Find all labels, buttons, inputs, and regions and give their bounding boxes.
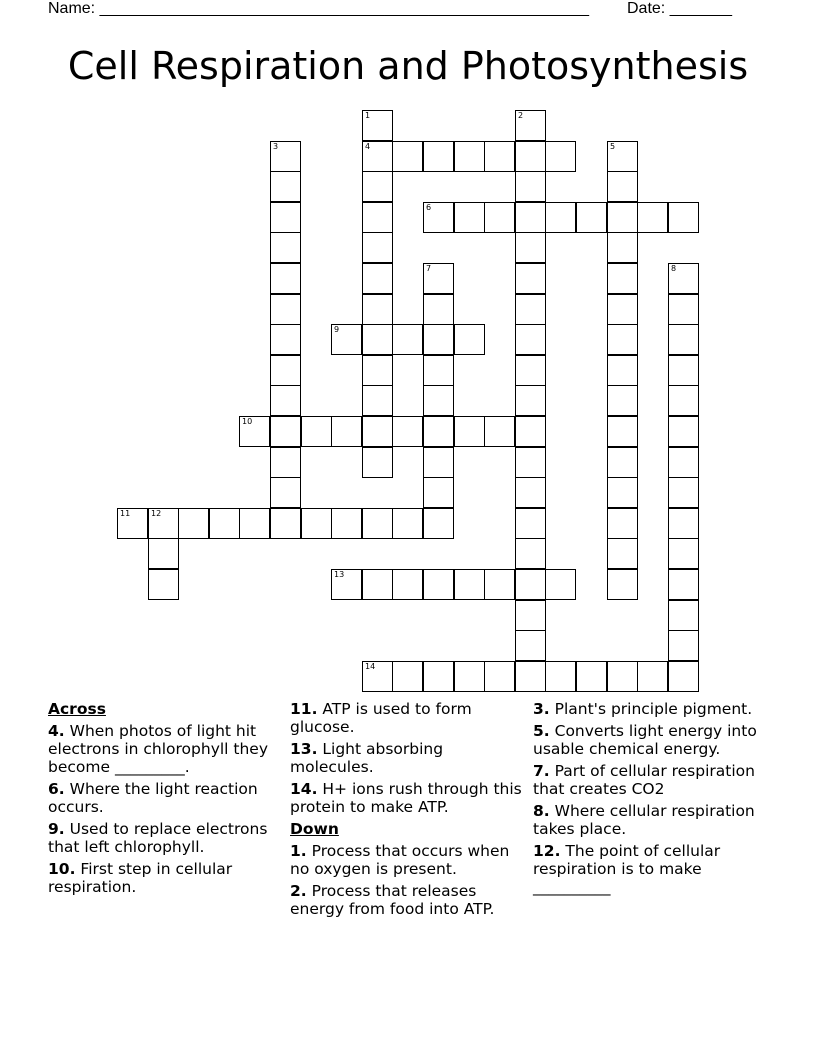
grid-cell[interactable] bbox=[515, 324, 546, 355]
grid-cell[interactable] bbox=[668, 385, 699, 416]
clue-down-1: 1. Process that occurs when no oxygen is present. bbox=[290, 842, 510, 878]
clue-down-8: 8. Where cellular respiration takes place. bbox=[533, 802, 755, 838]
grid-cell[interactable] bbox=[423, 569, 454, 600]
grid-cell[interactable] bbox=[454, 202, 485, 233]
clue-across-13: 13. Light absorbing molecules. bbox=[290, 740, 444, 776]
grid-cell[interactable] bbox=[576, 661, 607, 692]
grid-cell[interactable] bbox=[484, 569, 515, 600]
grid-cell[interactable] bbox=[668, 202, 699, 233]
grid-cell[interactable] bbox=[362, 294, 393, 325]
grid-cell[interactable] bbox=[607, 232, 638, 263]
grid-cell[interactable] bbox=[515, 294, 546, 325]
grid-cell[interactable] bbox=[607, 508, 638, 539]
clues-column-3 bbox=[533, 700, 773, 900]
grid-cell[interactable] bbox=[454, 569, 485, 600]
grid-cell[interactable] bbox=[668, 355, 699, 386]
grid-cell[interactable] bbox=[362, 110, 393, 141]
grid-cell[interactable] bbox=[270, 294, 301, 325]
date-field[interactable]: Date: _______ bbox=[627, 0, 732, 17]
clues-column-1 bbox=[48, 700, 280, 900]
grid-cell[interactable] bbox=[423, 294, 454, 325]
clue-number: 10 bbox=[242, 417, 253, 426]
clue-number: 3 bbox=[273, 142, 279, 151]
clue-number: 6 bbox=[426, 203, 432, 212]
grid-cell[interactable] bbox=[301, 508, 332, 539]
grid-cell[interactable] bbox=[270, 447, 301, 478]
grid-cell[interactable] bbox=[362, 355, 393, 386]
clue-across-11: 11. ATP is used to form glucose. bbox=[290, 700, 472, 736]
grid-cell[interactable] bbox=[484, 416, 515, 447]
grid-cell[interactable] bbox=[270, 232, 301, 263]
grid-cell[interactable] bbox=[484, 202, 515, 233]
grid-cell[interactable] bbox=[637, 661, 668, 692]
grid-cell[interactable] bbox=[607, 171, 638, 202]
grid-cell[interactable] bbox=[607, 263, 638, 294]
grid-cell[interactable] bbox=[148, 508, 179, 539]
clue-across-14: 14. H+ ions rush through this protein to make ATP. bbox=[290, 780, 522, 816]
clues-column-2 bbox=[290, 700, 526, 922]
clue-number: 4 bbox=[365, 142, 371, 151]
grid-cell[interactable] bbox=[423, 141, 454, 172]
grid-cell[interactable] bbox=[515, 630, 546, 661]
grid-cell[interactable] bbox=[454, 141, 485, 172]
grid-cell[interactable] bbox=[331, 569, 362, 600]
clue-number: 7 bbox=[426, 264, 432, 273]
grid-cell[interactable] bbox=[607, 447, 638, 478]
grid-cell[interactable] bbox=[668, 630, 699, 661]
clue-across-6: 6. Where the light reaction occurs. bbox=[48, 780, 258, 816]
grid-cell[interactable] bbox=[515, 508, 546, 539]
page-title: Cell Respiration and Photosynthesis bbox=[67, 44, 749, 88]
grid-cell[interactable] bbox=[515, 569, 546, 600]
grid-cell[interactable] bbox=[423, 661, 454, 692]
grid-cell[interactable] bbox=[301, 416, 332, 447]
grid-cell[interactable] bbox=[362, 569, 393, 600]
grid-cell[interactable] bbox=[668, 416, 699, 447]
grid-cell[interactable] bbox=[362, 324, 393, 355]
grid-cell[interactable] bbox=[392, 324, 423, 355]
grid-cell[interactable] bbox=[270, 477, 301, 508]
grid-cell[interactable] bbox=[607, 202, 638, 233]
grid-cell[interactable] bbox=[423, 477, 454, 508]
clue-number: 1 bbox=[365, 111, 371, 120]
grid-cell[interactable] bbox=[270, 385, 301, 416]
grid-cell[interactable] bbox=[607, 661, 638, 692]
across-heading: Across bbox=[48, 700, 106, 718]
grid-cell[interactable] bbox=[515, 661, 546, 692]
grid-cell[interactable] bbox=[423, 355, 454, 386]
grid-cell[interactable] bbox=[270, 171, 301, 202]
grid-cell[interactable] bbox=[545, 141, 576, 172]
clue-down-12: 12. The point of cellular respiration is to make __________ bbox=[533, 842, 721, 896]
grid-cell[interactable] bbox=[668, 263, 699, 294]
down-heading: Down bbox=[290, 820, 339, 838]
grid-cell[interactable] bbox=[362, 508, 393, 539]
grid-cell[interactable] bbox=[668, 508, 699, 539]
clue-across-4: 4. When photos of light hit electrons in chlorophyll they become _________. bbox=[48, 722, 269, 776]
grid-cell[interactable] bbox=[362, 232, 393, 263]
grid-cell[interactable] bbox=[362, 416, 393, 447]
grid-cell[interactable] bbox=[607, 416, 638, 447]
grid-cell[interactable] bbox=[423, 447, 454, 478]
grid-cell[interactable] bbox=[148, 569, 179, 600]
grid-cell[interactable] bbox=[515, 600, 546, 631]
grid-cell[interactable] bbox=[515, 447, 546, 478]
grid-cell[interactable] bbox=[423, 202, 454, 233]
grid-cell[interactable] bbox=[668, 661, 699, 692]
grid-cell[interactable] bbox=[423, 508, 454, 539]
grid-cell[interactable] bbox=[515, 110, 546, 141]
grid-cell[interactable] bbox=[423, 416, 454, 447]
grid-cell[interactable] bbox=[392, 508, 423, 539]
grid-cell[interactable] bbox=[362, 447, 393, 478]
grid-cell[interactable] bbox=[515, 232, 546, 263]
grid-cell[interactable] bbox=[545, 569, 576, 600]
grid-cell[interactable] bbox=[148, 538, 179, 569]
grid-cell[interactable] bbox=[484, 661, 515, 692]
grid-cell[interactable] bbox=[270, 416, 301, 447]
grid-cell[interactable] bbox=[362, 202, 393, 233]
grid-cell[interactable] bbox=[362, 141, 393, 172]
grid-cell[interactable] bbox=[668, 447, 699, 478]
clue-number: 11 bbox=[120, 509, 131, 518]
grid-cell[interactable] bbox=[668, 294, 699, 325]
grid-cell[interactable] bbox=[454, 661, 485, 692]
clue-number: 2 bbox=[518, 111, 524, 120]
grid-cell[interactable] bbox=[362, 661, 393, 692]
grid-cell[interactable] bbox=[392, 416, 423, 447]
clue-down-7: 7. Part of cellular respiration that creates CO2 bbox=[533, 762, 755, 798]
grid-cell[interactable] bbox=[607, 294, 638, 325]
grid-cell[interactable] bbox=[454, 416, 485, 447]
grid-cell[interactable] bbox=[239, 416, 270, 447]
grid-cell[interactable] bbox=[545, 661, 576, 692]
grid-cell[interactable] bbox=[392, 569, 423, 600]
grid-cell[interactable] bbox=[362, 171, 393, 202]
clue-down-5: 5. Converts light energy into usable chemical energy. bbox=[533, 722, 757, 758]
grid-cell[interactable] bbox=[331, 324, 362, 355]
grid-cell[interactable] bbox=[668, 538, 699, 569]
grid-cell[interactable] bbox=[607, 141, 638, 172]
grid-cell[interactable] bbox=[239, 508, 270, 539]
grid-cell[interactable] bbox=[576, 202, 607, 233]
grid-cell[interactable] bbox=[270, 355, 301, 386]
grid-cell[interactable] bbox=[423, 385, 454, 416]
grid-cell[interactable] bbox=[607, 477, 638, 508]
grid-cell[interactable] bbox=[423, 263, 454, 294]
grid-cell[interactable] bbox=[515, 416, 546, 447]
grid-cell[interactable] bbox=[392, 661, 423, 692]
name-field[interactable]: Name: _______________________________________________________ bbox=[48, 0, 589, 17]
grid-cell[interactable] bbox=[209, 508, 240, 539]
grid-cell[interactable] bbox=[637, 202, 668, 233]
grid-cell[interactable] bbox=[607, 569, 638, 600]
grid-cell[interactable] bbox=[515, 141, 546, 172]
grid-cell[interactable] bbox=[454, 324, 485, 355]
grid-cell[interactable] bbox=[178, 508, 209, 539]
grid-cell[interactable] bbox=[607, 385, 638, 416]
clue-number: 9 bbox=[334, 325, 340, 334]
grid-cell[interactable] bbox=[515, 355, 546, 386]
grid-cell[interactable] bbox=[423, 324, 454, 355]
grid-cell[interactable] bbox=[515, 538, 546, 569]
grid-cell[interactable] bbox=[270, 263, 301, 294]
grid-cell[interactable] bbox=[668, 477, 699, 508]
clue-down-2: 2. Process that releases energy from food into ATP. bbox=[290, 882, 495, 918]
grid-cell[interactable] bbox=[362, 385, 393, 416]
grid-cell[interactable] bbox=[484, 141, 515, 172]
grid-cell[interactable] bbox=[331, 416, 362, 447]
grid-cell[interactable] bbox=[270, 141, 301, 172]
grid-cell[interactable] bbox=[117, 508, 148, 539]
grid-cell[interactable] bbox=[270, 202, 301, 233]
grid-cell[interactable] bbox=[607, 538, 638, 569]
grid-cell[interactable] bbox=[515, 263, 546, 294]
clue-number: 13 bbox=[334, 570, 345, 579]
grid-cell[interactable] bbox=[545, 202, 576, 233]
clue-number: 14 bbox=[365, 662, 376, 671]
clue-number: 12 bbox=[151, 509, 162, 518]
grid-cell[interactable] bbox=[668, 569, 699, 600]
grid-cell[interactable] bbox=[392, 141, 423, 172]
grid-cell[interactable] bbox=[668, 600, 699, 631]
grid-cell[interactable] bbox=[515, 477, 546, 508]
clue-across-10: 10. First step in cellular respiration. bbox=[48, 860, 233, 896]
grid-cell[interactable] bbox=[607, 355, 638, 386]
grid-cell[interactable] bbox=[607, 324, 638, 355]
clue-across-9: 9. Used to replace electrons that left chlorophyll. bbox=[48, 820, 268, 856]
clue-number: 8 bbox=[671, 264, 677, 273]
grid-cell[interactable] bbox=[362, 263, 393, 294]
grid-cell[interactable] bbox=[270, 508, 301, 539]
grid-cell[interactable] bbox=[668, 324, 699, 355]
grid-cell[interactable] bbox=[331, 508, 362, 539]
grid-cell[interactable] bbox=[515, 385, 546, 416]
grid-cell[interactable] bbox=[515, 202, 546, 233]
grid-cell[interactable] bbox=[515, 171, 546, 202]
grid-cell[interactable] bbox=[270, 324, 301, 355]
clue-down-3: 3. Plant's principle pigment. bbox=[533, 700, 753, 718]
clue-number: 5 bbox=[610, 142, 616, 151]
